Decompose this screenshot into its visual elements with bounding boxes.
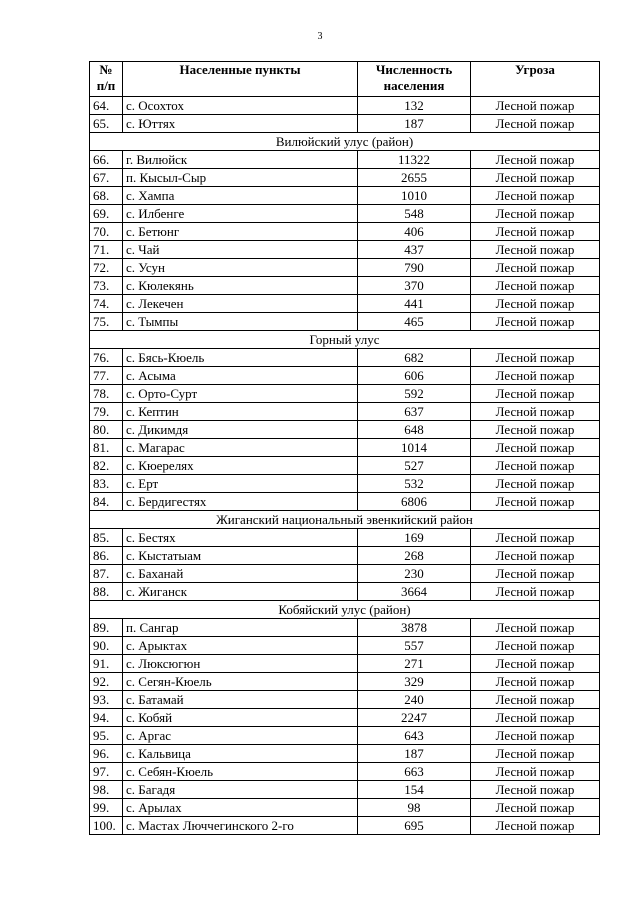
row-number: 64.: [90, 97, 123, 115]
row-number: 91.: [90, 655, 123, 673]
row-number: 77.: [90, 367, 123, 385]
population-cell: 268: [358, 547, 471, 565]
population-cell: 441: [358, 295, 471, 313]
settlement-name: с. Илбенге: [123, 205, 358, 223]
settlement-name: с. Жиганск: [123, 583, 358, 601]
settlement-name: с. Кобяй: [123, 709, 358, 727]
row-number: 92.: [90, 673, 123, 691]
table-row: [90, 313, 600, 331]
settlement-name: с. Бетюнг: [123, 223, 358, 241]
population-cell: 370: [358, 277, 471, 295]
table-row: [90, 529, 600, 547]
table-row: [90, 403, 600, 421]
table-row: [90, 151, 600, 169]
settlement-name: с. Люксюгюн: [123, 655, 358, 673]
settlement-name: с. Бясь-Кюель: [123, 349, 358, 367]
settlement-name: с. Ерт: [123, 475, 358, 493]
row-number: 83.: [90, 475, 123, 493]
row-number: 87.: [90, 565, 123, 583]
table-row: [90, 817, 600, 835]
table-row: [90, 277, 600, 295]
population-cell: 406: [358, 223, 471, 241]
row-number: 70.: [90, 223, 123, 241]
row-number: 66.: [90, 151, 123, 169]
row-number: 84.: [90, 493, 123, 511]
section-row: [90, 601, 600, 619]
row-number: 72.: [90, 259, 123, 277]
table-row: [90, 421, 600, 439]
table-row: [90, 241, 600, 259]
settlements-table: [89, 61, 600, 835]
threat-cell: Лесной пожар: [471, 619, 600, 637]
threat-cell: Лесной пожар: [471, 259, 600, 277]
threat-cell: Лесной пожар: [471, 187, 600, 205]
threat-cell: Лесной пожар: [471, 781, 600, 799]
threat-cell: Лесной пожар: [471, 493, 600, 511]
population-cell: 527: [358, 457, 471, 475]
table-row: [90, 223, 600, 241]
settlement-name: с. Тымпы: [123, 313, 358, 331]
settlement-name: с. Орто-Сурт: [123, 385, 358, 403]
table-row: [90, 655, 600, 673]
table-row: [90, 169, 600, 187]
table-row: [90, 673, 600, 691]
threat-cell: Лесной пожар: [471, 673, 600, 691]
table-row: [90, 115, 600, 133]
row-number: 93.: [90, 691, 123, 709]
row-number: 95.: [90, 727, 123, 745]
population-cell: 230: [358, 565, 471, 583]
row-number: 78.: [90, 385, 123, 403]
population-cell: 187: [358, 115, 471, 133]
row-number: 97.: [90, 763, 123, 781]
row-number: 68.: [90, 187, 123, 205]
threat-cell: Лесной пожар: [471, 403, 600, 421]
settlement-name: п. Сангар: [123, 619, 358, 637]
population-cell: 98: [358, 799, 471, 817]
threat-cell: Лесной пожар: [471, 637, 600, 655]
row-number: 65.: [90, 115, 123, 133]
row-number: 89.: [90, 619, 123, 637]
header-number-label: № п/п: [96, 62, 116, 93]
table-row: [90, 439, 600, 457]
table-row: [90, 349, 600, 367]
table-row: [90, 187, 600, 205]
row-number: 73.: [90, 277, 123, 295]
population-cell: 3664: [358, 583, 471, 601]
table-row: [90, 475, 600, 493]
table-row: [90, 745, 600, 763]
table-row: [90, 259, 600, 277]
settlement-name: с. Кальвица: [123, 745, 358, 763]
threat-cell: Лесной пожар: [471, 313, 600, 331]
row-number: 96.: [90, 745, 123, 763]
population-cell: 329: [358, 673, 471, 691]
settlement-name: с. Чай: [123, 241, 358, 259]
row-number: 94.: [90, 709, 123, 727]
row-number: 71.: [90, 241, 123, 259]
threat-cell: Лесной пожар: [471, 169, 600, 187]
table-row: [90, 727, 600, 745]
threat-cell: Лесной пожар: [471, 763, 600, 781]
threat-cell: Лесной пожар: [471, 421, 600, 439]
settlement-name: с. Арыктах: [123, 637, 358, 655]
table-row: [90, 547, 600, 565]
population-cell: 169: [358, 529, 471, 547]
header-threat: Угроза: [471, 62, 600, 97]
settlement-name: с. Асыма: [123, 367, 358, 385]
row-number: 86.: [90, 547, 123, 565]
population-cell: 437: [358, 241, 471, 259]
settlement-name: с. Юттях: [123, 115, 358, 133]
population-cell: 187: [358, 745, 471, 763]
table-row: [90, 565, 600, 583]
threat-cell: Лесной пожар: [471, 817, 600, 835]
settlement-name: с. Сегян-Кюель: [123, 673, 358, 691]
settlement-name: п. Кысыл-Сыр: [123, 169, 358, 187]
population-cell: 132: [358, 97, 471, 115]
table-row: [90, 205, 600, 223]
section-row: [90, 133, 600, 151]
row-number: 79.: [90, 403, 123, 421]
row-number: 76.: [90, 349, 123, 367]
table-row: [90, 295, 600, 313]
threat-cell: Лесной пожар: [471, 529, 600, 547]
table-row: [90, 583, 600, 601]
table-row: [90, 637, 600, 655]
threat-cell: Лесной пожар: [471, 205, 600, 223]
population-cell: 1010: [358, 187, 471, 205]
settlement-name: с. Багадя: [123, 781, 358, 799]
table-row: [90, 97, 600, 115]
threat-cell: Лесной пожар: [471, 799, 600, 817]
population-cell: 2247: [358, 709, 471, 727]
settlement-name: с. Аргас: [123, 727, 358, 745]
population-cell: 682: [358, 349, 471, 367]
population-cell: 592: [358, 385, 471, 403]
section-row: [90, 331, 600, 349]
row-number: 100.: [90, 817, 123, 835]
row-number: 81.: [90, 439, 123, 457]
population-cell: 790: [358, 259, 471, 277]
settlement-name: с. Баханай: [123, 565, 358, 583]
header-number: [90, 62, 123, 97]
settlement-name: с. Бердигестях: [123, 493, 358, 511]
header-population-label: Численность населения: [375, 62, 453, 93]
population-cell: 695: [358, 817, 471, 835]
threat-cell: Лесной пожар: [471, 655, 600, 673]
table-row: [90, 709, 600, 727]
threat-cell: Лесной пожар: [471, 583, 600, 601]
table-row: [90, 799, 600, 817]
population-cell: 465: [358, 313, 471, 331]
table-row: [90, 493, 600, 511]
threat-cell: Лесной пожар: [471, 727, 600, 745]
population-cell: 643: [358, 727, 471, 745]
threat-cell: Лесной пожар: [471, 277, 600, 295]
settlement-name: с. Арылах: [123, 799, 358, 817]
population-cell: 154: [358, 781, 471, 799]
population-cell: 240: [358, 691, 471, 709]
row-number: 90.: [90, 637, 123, 655]
table-row: [90, 367, 600, 385]
threat-cell: Лесной пожар: [471, 475, 600, 493]
header-settlement: Населенные пункты: [123, 62, 358, 97]
table-row: [90, 619, 600, 637]
threat-cell: Лесной пожар: [471, 745, 600, 763]
threat-cell: Лесной пожар: [471, 97, 600, 115]
row-number: 99.: [90, 799, 123, 817]
threat-cell: Лесной пожар: [471, 547, 600, 565]
section-title: Жиганский национальный эвенкийский район: [90, 511, 600, 529]
row-number: 88.: [90, 583, 123, 601]
row-number: 74.: [90, 295, 123, 313]
settlement-name: с. Магарас: [123, 439, 358, 457]
threat-cell: Лесной пожар: [471, 565, 600, 583]
settlement-name: с. Лекечен: [123, 295, 358, 313]
settlement-name: г. Вилюйск: [123, 151, 358, 169]
threat-cell: Лесной пожар: [471, 295, 600, 313]
row-number: 69.: [90, 205, 123, 223]
threat-cell: Лесной пожар: [471, 349, 600, 367]
threat-cell: Лесной пожар: [471, 691, 600, 709]
population-cell: 637: [358, 403, 471, 421]
settlement-name: с. Кюлекянь: [123, 277, 358, 295]
table-row: [90, 457, 600, 475]
population-cell: 548: [358, 205, 471, 223]
threat-cell: Лесной пожар: [471, 367, 600, 385]
population-cell: 271: [358, 655, 471, 673]
table-row: [90, 781, 600, 799]
threat-cell: Лесной пожар: [471, 151, 600, 169]
threat-cell: Лесной пожар: [471, 439, 600, 457]
threat-cell: Лесной пожар: [471, 385, 600, 403]
threat-cell: Лесной пожар: [471, 241, 600, 259]
population-cell: 11322: [358, 151, 471, 169]
settlement-name: с. Кептин: [123, 403, 358, 421]
settlement-name: с. Осохтох: [123, 97, 358, 115]
table-row: [90, 691, 600, 709]
threat-cell: Лесной пожар: [471, 223, 600, 241]
table-header: [90, 62, 600, 97]
population-cell: 1014: [358, 439, 471, 457]
population-cell: 532: [358, 475, 471, 493]
threat-cell: Лесной пожар: [471, 457, 600, 475]
table-row: [90, 763, 600, 781]
settlement-name: с. Дикимдя: [123, 421, 358, 439]
settlement-name: с. Мастах Люччегинского 2-го: [123, 817, 358, 835]
table-row: [90, 385, 600, 403]
population-cell: 606: [358, 367, 471, 385]
settlement-name: с. Батамай: [123, 691, 358, 709]
section-title: Горный улус: [90, 331, 600, 349]
population-cell: 648: [358, 421, 471, 439]
population-cell: 2655: [358, 169, 471, 187]
population-cell: 557: [358, 637, 471, 655]
settlement-name: с. Усун: [123, 259, 358, 277]
header-row: [90, 62, 600, 97]
table-body: [90, 97, 600, 835]
population-cell: 663: [358, 763, 471, 781]
population-cell: 6806: [358, 493, 471, 511]
settlement-name: с. Себян-Кюель: [123, 763, 358, 781]
settlement-name: с. Хампа: [123, 187, 358, 205]
threat-cell: Лесной пожар: [471, 709, 600, 727]
population-cell: 3878: [358, 619, 471, 637]
header-population: [358, 62, 471, 97]
settlement-name: с. Бестях: [123, 529, 358, 547]
row-number: 80.: [90, 421, 123, 439]
section-title: Кобяйский улус (район): [90, 601, 600, 619]
row-number: 75.: [90, 313, 123, 331]
settlement-name: с. Кыстатыам: [123, 547, 358, 565]
section-title: Вилюйский улус (район): [90, 133, 600, 151]
settlement-name: с. Кюерелях: [123, 457, 358, 475]
threat-cell: Лесной пожар: [471, 115, 600, 133]
page-number: 3: [317, 31, 323, 42]
row-number: 85.: [90, 529, 123, 547]
row-number: 82.: [90, 457, 123, 475]
section-row: [90, 511, 600, 529]
row-number: 67.: [90, 169, 123, 187]
row-number: 98.: [90, 781, 123, 799]
